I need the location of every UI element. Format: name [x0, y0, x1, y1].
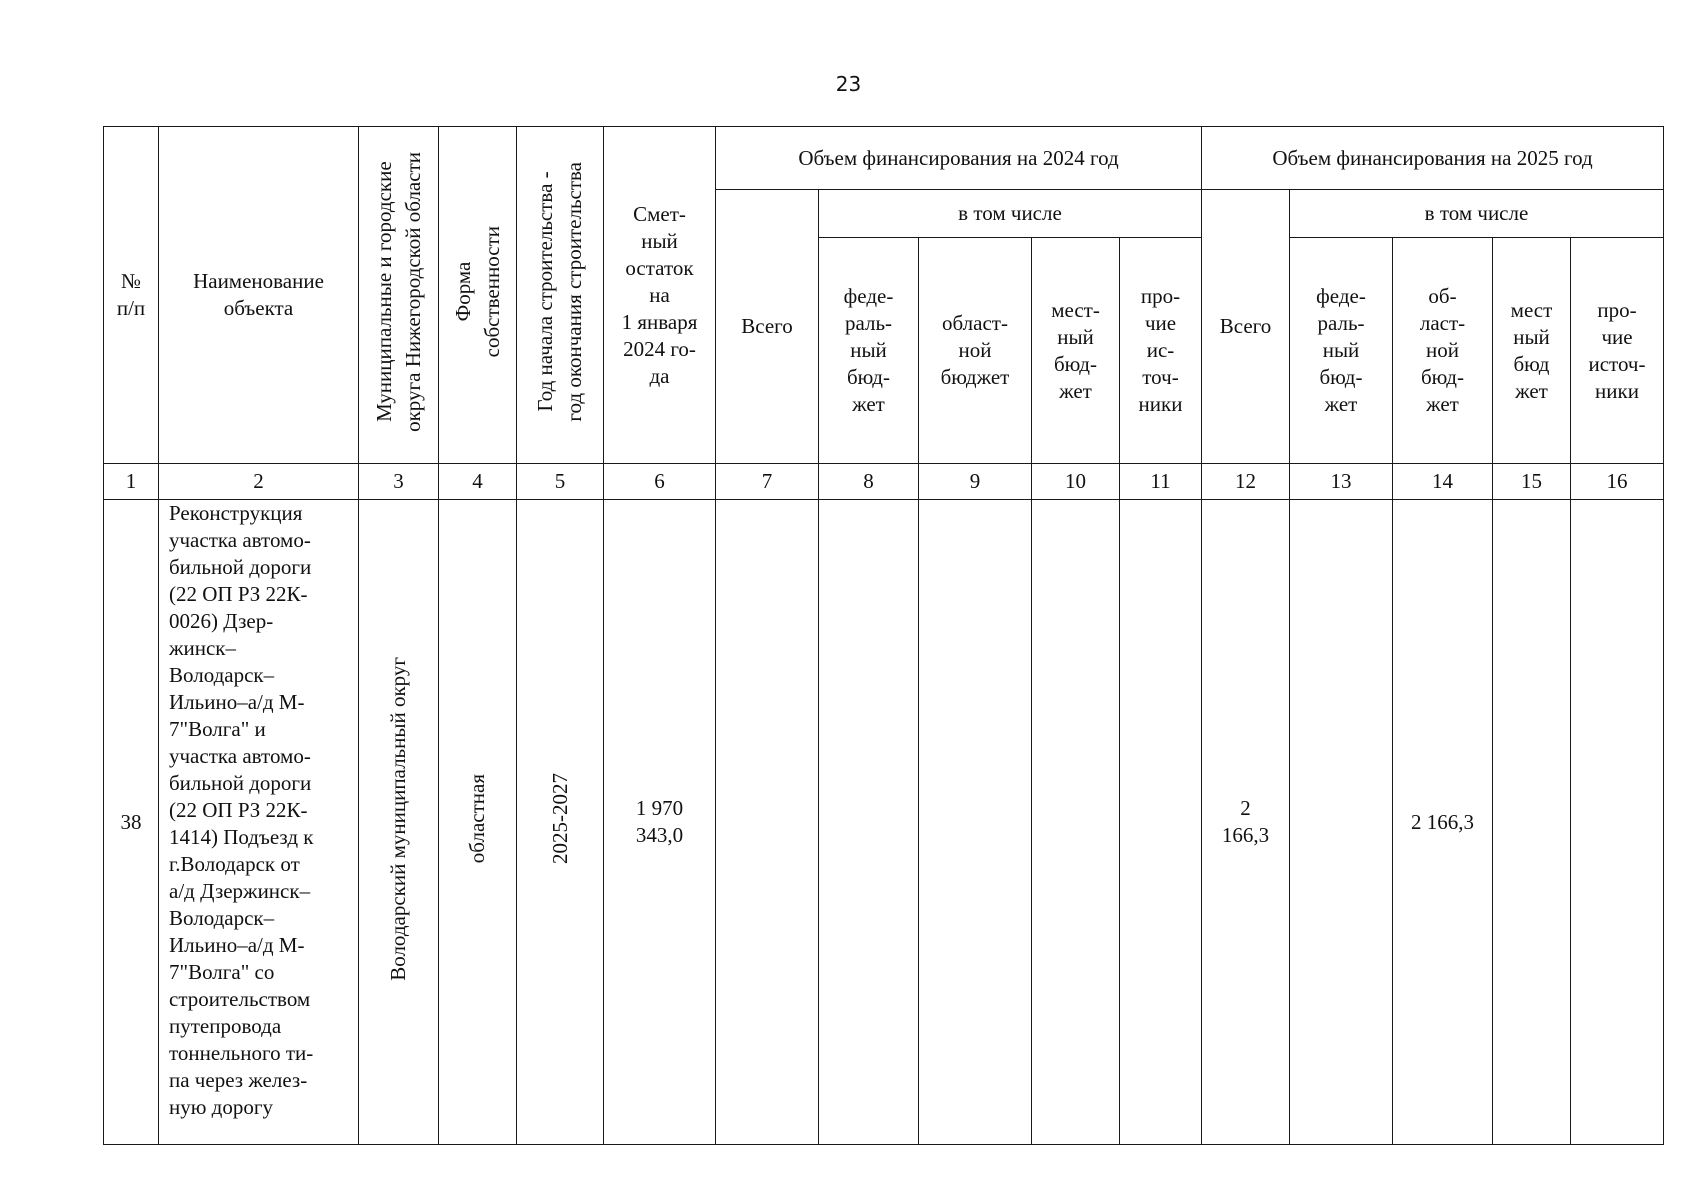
- header-loc-2024-label: мест- ный бюд- жет: [1051, 297, 1100, 403]
- header-years-label: Год начала строительства - год окончания строительства: [533, 161, 586, 422]
- row-num: 38: [104, 500, 159, 1145]
- header-ownership-label: Форма собственности: [450, 225, 504, 358]
- column-number: 8: [819, 464, 919, 500]
- column-number: 13: [1290, 464, 1393, 500]
- column-number: 3: [359, 464, 439, 500]
- row-loc-2024: [1032, 500, 1120, 1145]
- row-total-2024: [716, 500, 819, 1145]
- header-incl-2025-label: в том числе: [1424, 201, 1529, 225]
- header-incl-2024-label: в том числе: [958, 201, 1062, 225]
- header-total-2024-label: Всего: [741, 314, 793, 338]
- row-reg-2024: [919, 500, 1032, 1145]
- column-number: 6: [604, 464, 716, 500]
- header-num-label: № п/п: [116, 269, 146, 320]
- header-reg-2025: [1393, 238, 1493, 464]
- header-fin-2024-label: Объем финансирования на 2024 год: [798, 145, 1119, 170]
- row-fed-2025: [1290, 500, 1393, 1145]
- row-loc-2025: [1493, 500, 1571, 1145]
- column-number: 2: [159, 464, 359, 500]
- row-oth-2025: [1571, 500, 1664, 1145]
- column-number: 12: [1202, 464, 1290, 500]
- column-number: 10: [1032, 464, 1120, 500]
- row-fed-2024: [819, 500, 919, 1145]
- header-total-2025: [1202, 190, 1290, 464]
- header-fed-2024: [819, 238, 919, 464]
- header-oth-2025-label: про- чие источ- ники: [1588, 297, 1646, 403]
- column-number: 11: [1120, 464, 1202, 500]
- column-number: 14: [1393, 464, 1493, 500]
- header-total-2024: [716, 190, 819, 464]
- header-ownership: [439, 127, 517, 464]
- header-reg-2024-label: област- ной бюджет: [940, 311, 1010, 389]
- header-fin-2024: [716, 127, 1202, 190]
- column-number: 4: [439, 464, 517, 500]
- header-fed-2024-label: феде- раль- ный бюд- жет: [843, 284, 894, 416]
- row-ownership-label: областная: [465, 773, 489, 864]
- column-number-row: [104, 464, 1664, 500]
- row-years: [517, 500, 604, 1145]
- row-municipal-label: Володарский муниципальный округ: [386, 656, 410, 981]
- column-number: 1: [104, 464, 159, 500]
- header-fed-2025-label: феде- раль- ный бюд- жет: [1316, 284, 1366, 416]
- header-total-2025-label: Всего: [1219, 314, 1272, 338]
- column-number: 7: [716, 464, 819, 500]
- column-number: 16: [1571, 464, 1664, 500]
- row-balance-value: 1 970 343,0: [635, 796, 684, 847]
- header-num: [104, 127, 159, 464]
- header-incl-2024: [819, 190, 1202, 238]
- header-oth-2024-label: про- чие ис- точ- ники: [1138, 284, 1183, 416]
- header-reg-2025-label: об- ласт- ной бюд- жет: [1419, 284, 1466, 416]
- header-row-top: [104, 127, 1664, 190]
- page-number: 23: [835, 72, 862, 96]
- header-loc-2025-label: мест ный бюд жет: [1510, 297, 1553, 403]
- header-loc-2025: [1493, 238, 1571, 464]
- row-years-label: 2025-2027: [547, 773, 572, 864]
- row-municipal: [359, 500, 439, 1145]
- row-balance: [604, 500, 716, 1145]
- row-total-2025-value: 2 166,3: [1221, 796, 1270, 847]
- header-incl-2025: [1290, 190, 1664, 238]
- header-name-label: Наименование объекта: [193, 269, 324, 320]
- financing-table: [103, 126, 1664, 1145]
- header-loc-2024: [1032, 238, 1120, 464]
- row-total-2025: [1202, 500, 1290, 1145]
- row-ownership: [439, 500, 517, 1145]
- header-fin-2025: [1202, 127, 1664, 190]
- header-fed-2025: [1290, 238, 1393, 464]
- column-number: 5: [517, 464, 604, 500]
- header-reg-2024: [919, 238, 1032, 464]
- row-reg-2025: 2 166,3: [1393, 500, 1493, 1145]
- header-fin-2025-label: Объем финансирования на 2025 год: [1272, 145, 1593, 170]
- table-row: [104, 500, 1664, 1145]
- row-oth-2024: [1120, 500, 1202, 1145]
- header-municipal-label: Муниципальные и городские округа Нижегородской области: [371, 151, 425, 432]
- row-object-name: Реконструкция участка автомо- бильной дороги (22 ОП РЗ 22К- 0026) Дзер- жинск– Володарск– Ильино–а/д М- 7"Волга" и участка автомо- бильной дороги (22 ОП РЗ 22К- 1414) Подъезд к г.Володарск от а/д Дзержинск– Володарск– Ильино–а/д М- 7"Волга" со строительством путепровода тоннельного ти- па через желез- ную дорогу: [159, 500, 359, 1145]
- column-number: 9: [919, 464, 1032, 500]
- column-number: 15: [1493, 464, 1571, 500]
- header-name: [159, 127, 359, 464]
- header-municipal: [359, 127, 439, 464]
- header-balance-label: Смет- ный остаток на 1 января 2024 го- да: [621, 201, 698, 388]
- header-oth-2024: [1120, 238, 1202, 464]
- header-years: [517, 127, 604, 464]
- header-oth-2025: [1571, 238, 1664, 464]
- header-balance: [604, 127, 716, 464]
